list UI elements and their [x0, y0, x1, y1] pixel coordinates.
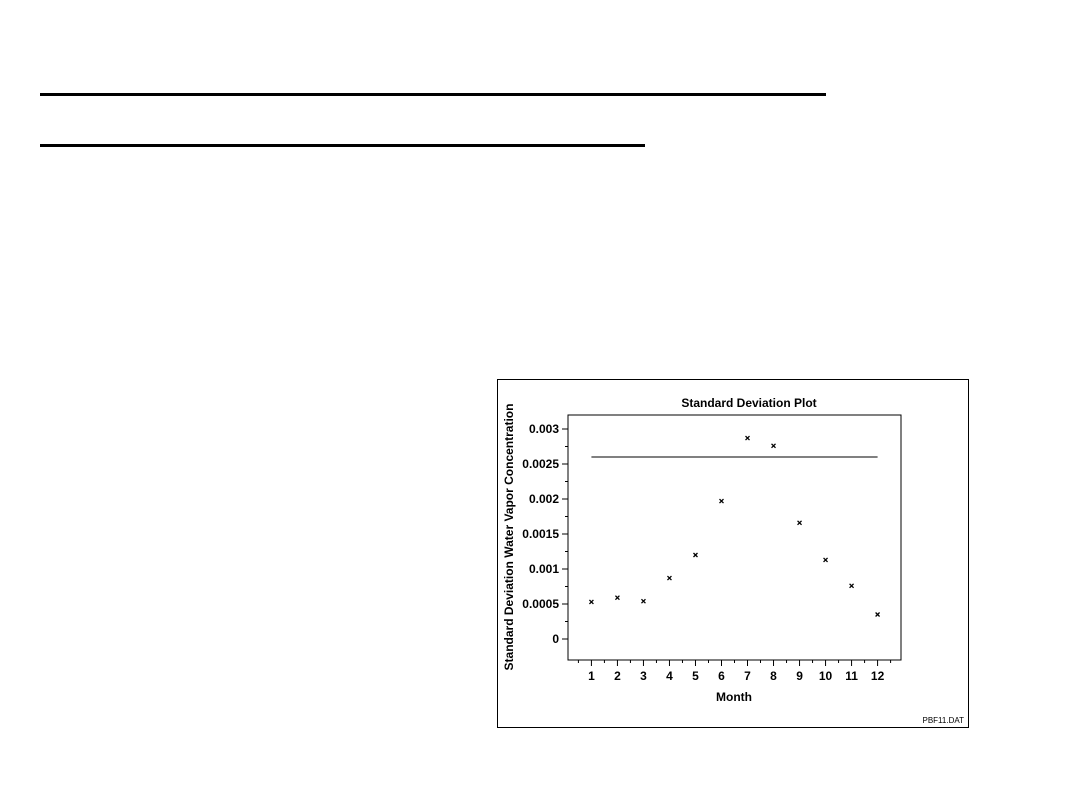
header-rule-top — [40, 93, 826, 96]
x-tick-label: 6 — [718, 669, 725, 683]
x-tick-label: 3 — [640, 669, 647, 683]
data-point — [746, 436, 750, 440]
header-rule-bottom — [40, 144, 645, 147]
y-tick-label: 0.0005 — [522, 597, 559, 611]
data-point — [589, 600, 593, 604]
x-tick-label: 1 — [588, 669, 595, 683]
x-tick-label: 12 — [870, 669, 885, 683]
y-axis — [522, 422, 568, 646]
plot-area — [568, 415, 901, 660]
data-point — [615, 596, 619, 600]
y-tick-label: 0 — [552, 632, 559, 646]
x-tick-label: 4 — [666, 669, 673, 683]
x-axis — [578, 660, 890, 683]
data-point — [667, 576, 671, 580]
y-tick-label: 0.0015 — [522, 527, 559, 541]
data-point — [719, 499, 723, 503]
data-point — [772, 444, 776, 448]
x-tick-label: 7 — [744, 669, 751, 683]
std-dev-chart — [497, 379, 969, 728]
y-tick-label: 0.002 — [528, 492, 559, 506]
y-tick-label: 0.001 — [528, 562, 559, 576]
data-point — [876, 613, 880, 617]
x-axis-label: Month — [716, 690, 752, 704]
x-tick-label: 2 — [614, 669, 621, 683]
x-tick-label: 10 — [818, 669, 833, 683]
data-point — [824, 558, 828, 562]
data-point — [641, 599, 645, 603]
y-axis-label: Standard Deviation Water Vapor Concentration — [502, 403, 516, 671]
chart-svg — [498, 380, 970, 729]
y-tick-label: 0.003 — [528, 422, 559, 436]
x-tick-label: 8 — [770, 669, 777, 683]
data-points — [589, 436, 879, 616]
chart-title: Standard Deviation Plot — [681, 396, 817, 410]
data-point — [850, 584, 854, 588]
data-point — [693, 553, 697, 557]
data-point — [798, 521, 802, 525]
x-tick-label: 5 — [692, 669, 699, 683]
x-tick-label: 11 — [845, 669, 858, 683]
x-tick-label: 9 — [796, 669, 803, 683]
y-tick-label: 0.0025 — [522, 457, 559, 471]
data-file-label: PBF11.DAT — [922, 716, 964, 725]
